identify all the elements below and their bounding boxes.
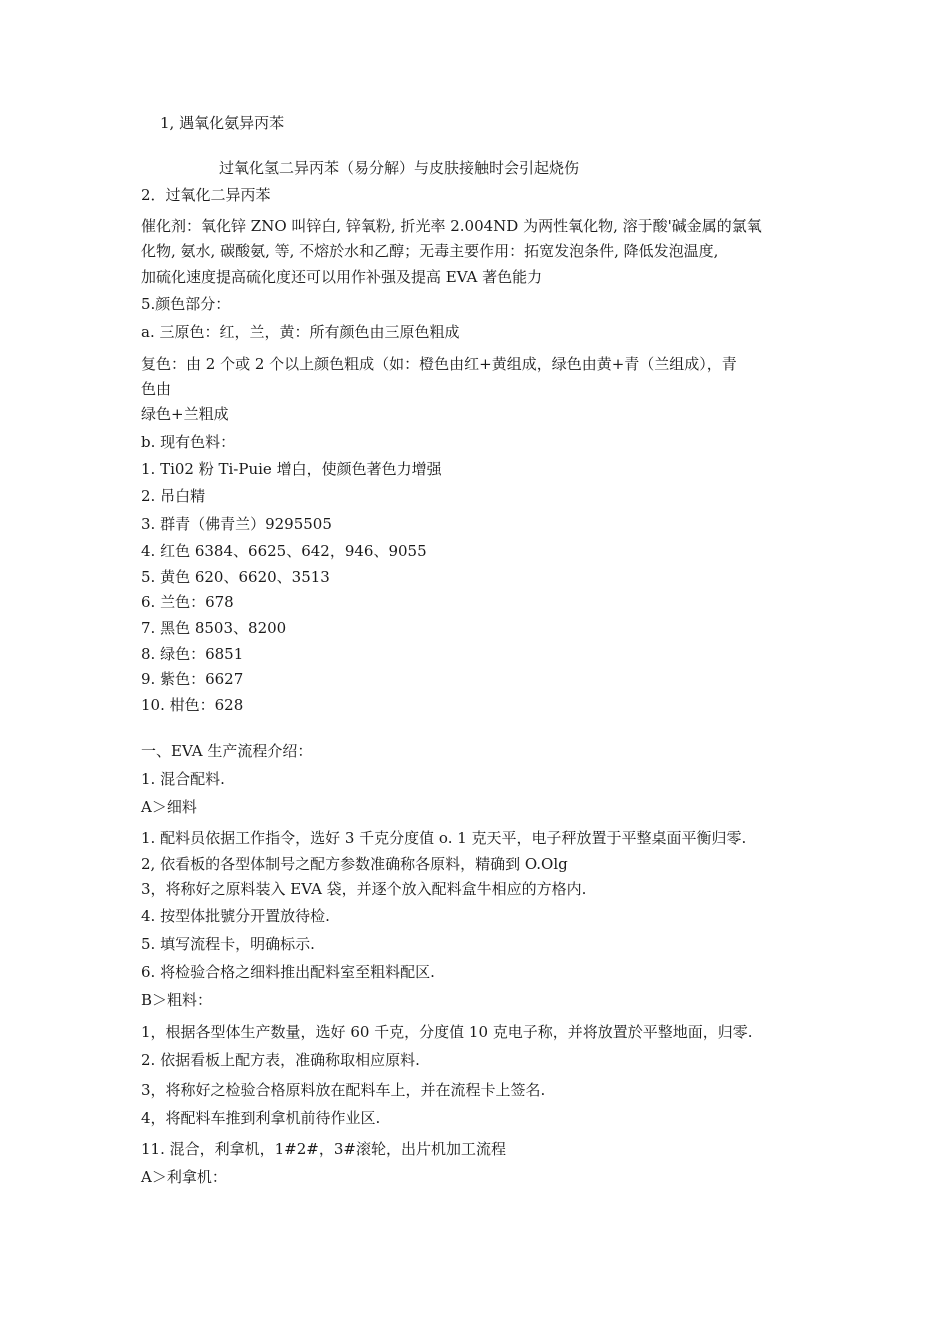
list-item: 2, 依看板的各型体制号之配方参数准确称各原料，精确到 O.Olg	[141, 855, 568, 873]
text-line: 加硫化速度提高硫化度还可以用作补强及提高 EVA 著色能力	[141, 268, 543, 286]
list-item: 4，将配料车推到利拿机前待作业区.	[141, 1109, 381, 1127]
text-line: 过氧化氢二异丙苯（易分解）与皮肤接触时会引起烧伤	[219, 159, 580, 177]
heading-line: 5.颜色部分：	[141, 295, 231, 313]
heading-line: 1, 遇氧化氨异丙苯	[160, 114, 285, 132]
list-item: 6. 兰色：678	[141, 593, 234, 611]
list-item: 4. 红色 6384、6625、642，946、9055	[141, 542, 427, 560]
heading-line: 11. 混合，利拿机，1#2#，3#滚轮，出片机加工流程	[141, 1140, 506, 1158]
text-line: 复色：由 2 个或 2 个以上颜色粗成（如：橙色由红+黄组成，绿色由黄+青（兰组成），青	[141, 355, 737, 373]
heading-line: 2．过氧化二异丙苯	[141, 186, 271, 204]
heading-line: B＞粗料：	[141, 991, 213, 1009]
heading-line: A＞利拿机：	[141, 1168, 227, 1186]
text-line: 催化剂：氧化锌 ZNO 叫锌白, 锌氧粉, 折光率 2.004ND 为两性氧化物, 溶于酸'碱金属的氯氧	[141, 217, 762, 235]
list-item: 6. 将检验合格之细料推出配料室至粗料配区.	[141, 963, 435, 981]
heading-line: A＞细料	[141, 798, 197, 816]
list-item: 3，将称好之检验合格原料放在配料车上，并在流程卡上签名.	[141, 1081, 546, 1099]
heading-line: 1. 混合配料.	[141, 770, 225, 788]
text-line: 色由	[141, 380, 172, 398]
list-item: 2. 吊白精	[141, 487, 206, 505]
list-item: 9. 紫色：6627	[141, 670, 244, 688]
list-item: 7. 黑色 8503、8200	[141, 619, 287, 637]
list-item: 1. 配料员依据工作指令，选好 3 千克分度值 o. 1 克天平，电子秤放置于平整桌面平衡归零.	[141, 829, 747, 847]
text-line: a. 三原色：红，兰，黄：所有颜色由三原色粗成	[141, 323, 460, 341]
section-heading: 一、EVA 生产流程介绍：	[141, 742, 313, 760]
heading-line: b. 现有色料：	[141, 433, 236, 451]
list-item: 3，将称好之原料装入 EVA 袋，并逐个放入配料盒牛相应的方格内.	[141, 880, 587, 898]
list-item: 4. 按型体批號分开置放待检.	[141, 907, 330, 925]
list-item: 5. 黄色 620、6620、3513	[141, 568, 330, 586]
list-item: 1，根据各型体生产数量，选好 60 千克，分度值 10 克电子称，并将放置於平整地面，归零.	[141, 1023, 753, 1041]
list-item: 10. 柑色：628	[141, 696, 244, 714]
list-item: 5. 填写流程卡，明确标示.	[141, 935, 315, 953]
text-line: 化物, 氨水, 碳酸氨, 等, 不熔於水和乙醇；无毒主要作用：拓宽发泡条件, 降低发泡温度,	[141, 242, 719, 260]
list-item: 8. 绿色：6851	[141, 645, 244, 663]
list-item: 1. Ti02 粉 Ti-Puie 增白，使颜色著色力增强	[141, 460, 442, 478]
text-line: 绿色+兰粗成	[141, 405, 229, 423]
list-item: 3. 群青（佛青兰）9295505	[141, 515, 332, 533]
list-item: 2. 依据看板上配方表，准确称取相应原料.	[141, 1051, 420, 1069]
